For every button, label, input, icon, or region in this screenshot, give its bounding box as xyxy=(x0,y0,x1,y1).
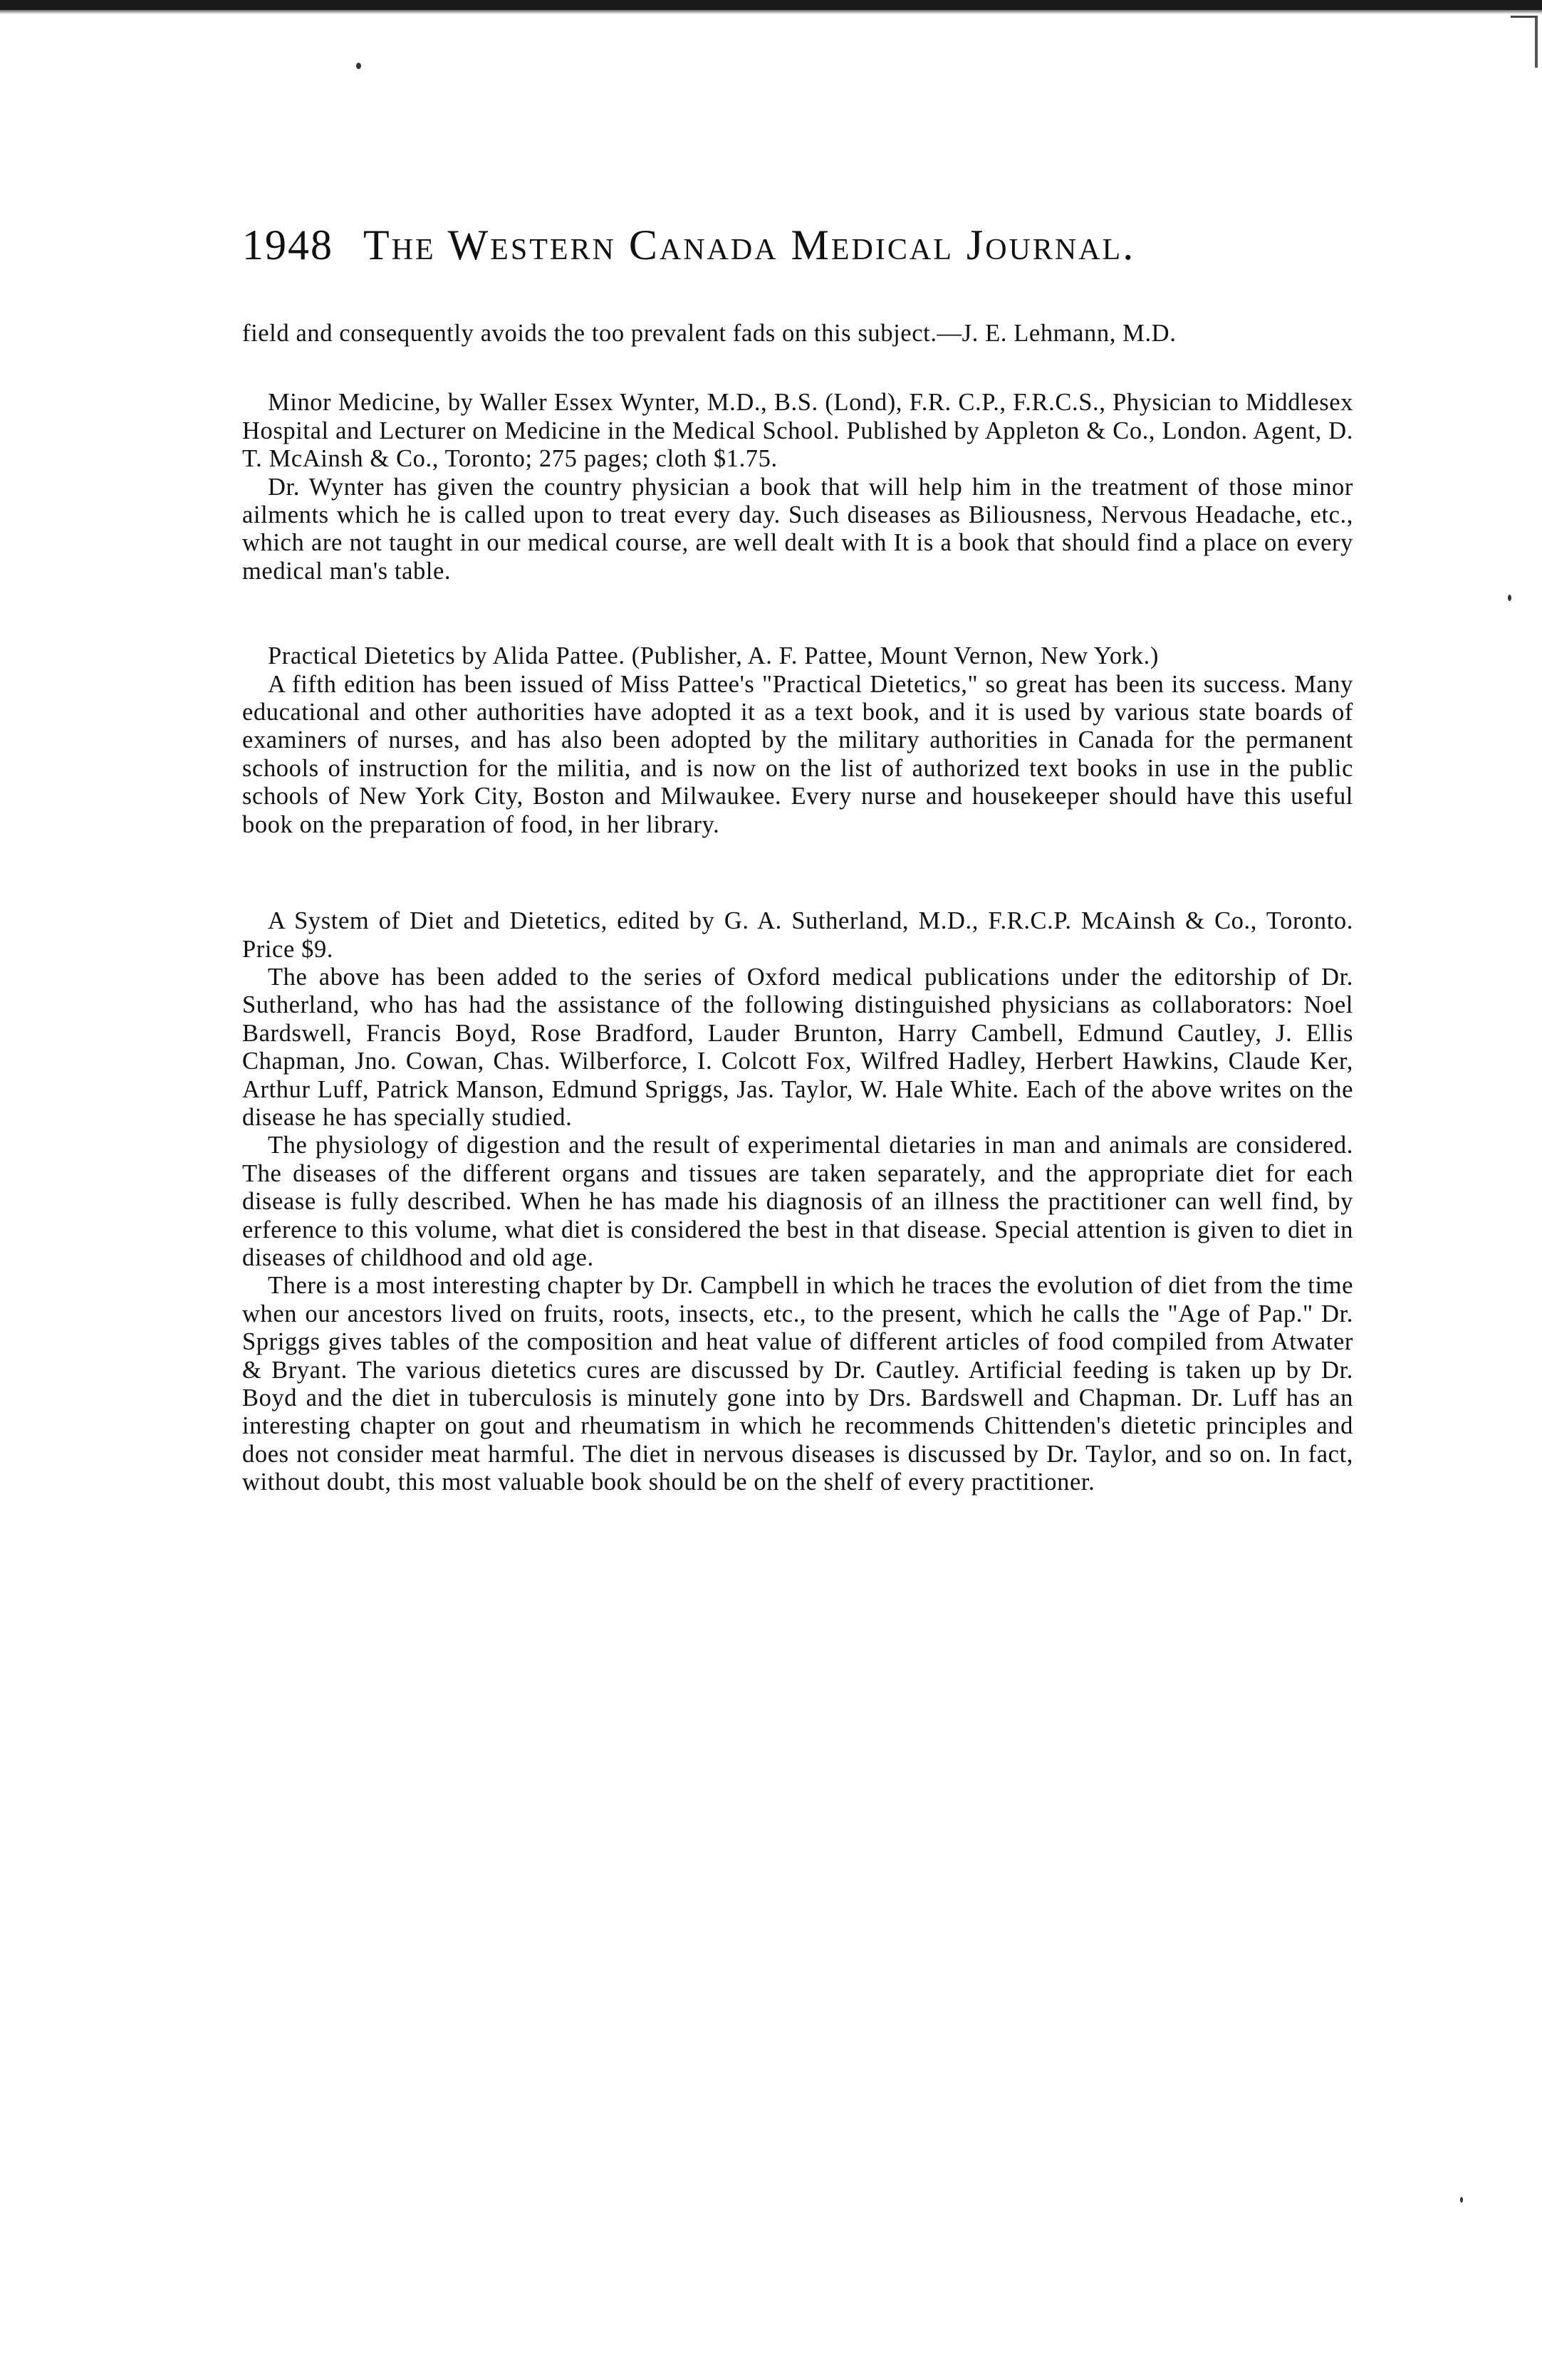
review-sutherland-body-1: The above has been added to the series of Oxford medical publications under the editorship of Dr. Sutherland, who has had the assistance of the following distinguished physicians as collaborators: Noel Bardswell, Francis Boyd, Rose Bradford, Lauder Brunton, Harry Cambell, Edmund Cautley, J. Ellis Chapman, Jno. Cowan, Chas. Wilberforce, I. Colcott Fox, Wilfred Hadley, Herbert Hawkins, Claude Ker, Arthur Luff, Patrick Manson, Edmund Spriggs, Jas. Taylor, W. Hale White. Each of the above writes on the disease he has specially studied. xyxy=(242,963,1353,1131)
page-number: 1948 xyxy=(242,221,333,268)
scan-speck xyxy=(1460,2197,1463,2203)
scan-top-edge-shadow xyxy=(0,10,1542,14)
scan-corner-mark xyxy=(1511,16,1538,68)
journal-page xyxy=(242,221,1353,1497)
review-pattee-citation: Practical Dietetics by Alida Pattee. (Publisher, A. F. Pattee, Mount Vernon, New York.) xyxy=(268,642,1159,670)
review-sutherland-body-3: There is a most interesting chapter by Dr. Campbell in which he traces the evolution of diet from the time when our ancestors lived on fruits, roots, insects, etc., to the present, which he calls the "Age of Pap." Dr. Spriggs gives tables of the composition and heat value of different articles of food compiled from Atwater & Bryant. The various dietetics cures are discussed by Dr. Cautley. Artificial feeding is taken up by Dr. Boyd and the diet in tuberculosis is minutely gone into by Drs. Bardswell and Chapman. Dr. Luff has an interesting chapter on gout and rheumatism in which he recommends Chittenden's dietetic principles and does not consider meat harmful. The diet in nervous diseases is discussed by Dr. Taylor, and so on. In fact, without doubt, this most valuable book should be on the shelf of every practitioner. xyxy=(242,1272,1353,1496)
review-sutherland-citation: A System of Diet and Dietetics, edited by G. A. Sutherland, M.D., F.R.C.P. McAinsh & Co., Toronto. Price $9. xyxy=(242,907,1353,963)
scan-speck xyxy=(1508,595,1511,601)
review-pattee-body: A fifth edition has been issued of Miss Pattee's "Practical Dietetics," so great has been its success. Many educational and other authorities have adopted it as a text book, and it is used by various state boards of examiners of nurses, and has also been adopted by the military authorities in Canada for the permanent schools of instruction for the militia, and is now on the list of authorized text books in use in the public schools of New York City, Boston and Milwaukee. Every nurse and housekeeper should have this useful book on the preparation of food, in her library. xyxy=(242,670,1353,838)
review-lehmann-tail: field and consequently avoids the too prevalent fads on this subject.—J. E. Lehmann, M.D. xyxy=(242,320,1177,347)
scan-speck xyxy=(356,63,361,69)
review-wynter-citation: Minor Medicine, by Waller Essex Wynter, M.D., B.S. (Lond), F.R. C.P., F.R.C.S., Physician to Middlesex Hospital and Lecturer on Medicine in the Medical School. Published by Appleton & Co., London. Agent, D. T. McAinsh & Co., Toronto; 275 pages; cloth $1.75. xyxy=(242,389,1353,473)
review-sutherland-body-2: The physiology of digestion and the result of experimental dietaries in man and animals are considered. The diseases of the different organs and tissues are taken separately, and the appropriate diet for each disease is fully described. When he has made his diagnosis of an illness the practitioner can well find, by erference to this volume, what diet is considered the best in that disease. Special attention is given to diet in diseases of childhood and old age. xyxy=(242,1132,1353,1271)
running-header xyxy=(242,221,1353,270)
scan-top-edge xyxy=(0,0,1542,10)
review-wynter-body: Dr. Wynter has given the country physician a book that will help him in the treatment of those minor ailments which he is called upon to treat every day. Such diseases as Biliousness, Nervous Headache, etc., which are not taught in our medical course, are well dealt with It is a book that should find a place on every medical man's table. xyxy=(242,473,1353,585)
journal-title: The Western Canada Medical Journal. xyxy=(363,221,1136,268)
